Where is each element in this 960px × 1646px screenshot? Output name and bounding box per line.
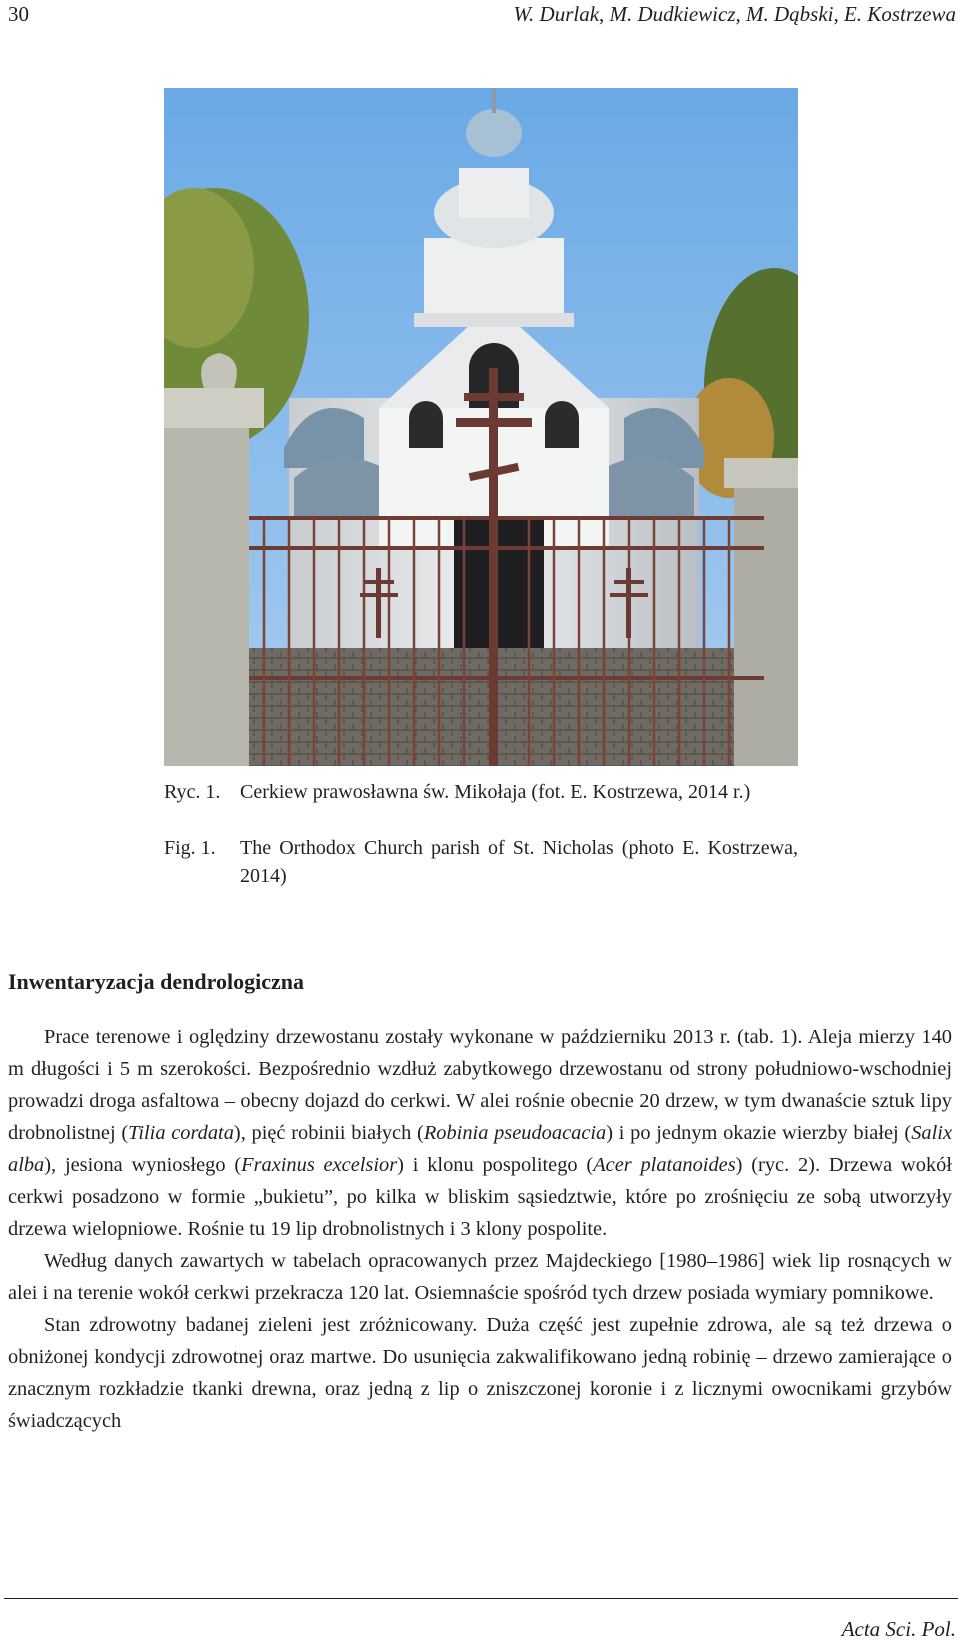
- caption-label: Ryc. 1.: [164, 781, 221, 803]
- caption-text: Cerkiew prawosławna św. Mikołaja (fot. E. Kostrzewa, 2014 r.): [240, 781, 751, 803]
- page-number: 30: [8, 2, 29, 26]
- species-name: Salix alba: [8, 1122, 952, 1176]
- text-run: ), pięć robinii białych (: [233, 1122, 424, 1144]
- species-name: Tilia cordata: [128, 1122, 234, 1144]
- caption-text: The Orthodox Church parish of St. Nicholas (photo E. Kostrzewa, 2014): [240, 837, 798, 887]
- journal-name: Acta Sci. Pol.: [841, 1617, 956, 1641]
- running-head-authors: W. Durlak, M. Dudkiewicz, M. Dąbski, E. Kostrzewa: [513, 2, 956, 26]
- species-name: Robinia pseudoacacia: [423, 1122, 607, 1144]
- text-run: Według danych zawartych w tabelach opracowanych przez Majdeckiego [1980–1986] wiek lip rosnących w alei i na terenie wokół cerkwi przekracza 120 lat. Osiemnaście spośród tych drzew posiada wymiary pomnikowe.: [8, 1250, 952, 1304]
- body-text: [8, 1021, 952, 1437]
- text-run: ) (ryc. 2). Drzewa wokół cerkwi posadzono w formie „bukietu”, po kilka w bliskim sąsiedztwie, które po zrośnięciu ze sobą utworzyły drzewa wielopniowe. Rośnie tu 19 lip drobnolistnych i 3 klony pospolite.: [8, 1154, 953, 1240]
- text-run: ) i klonu pospolitego (: [397, 1154, 594, 1176]
- species-name: Fraxinus excelsior: [241, 1154, 398, 1176]
- text-run: ), jesiona wyniosłego (: [44, 1154, 242, 1176]
- text-run: Stan zdrowotny badanej zieleni jest zróżnicowany. Duża część jest zupełnie zdrowa, ale są też drzewa o obniżonej kondycji zdrowotnej oraz martwe. Do usunięcia zakwalifikowano jedną robinię – drzewo zamierające o znacznym rozkładzie tkanki drewna, oraz jedną z lip o zniszczonej koronie i z licznymi owocnikami grzybów świadczących: [8, 1314, 952, 1432]
- text-run: ) i po jednym okazie wierzby białej (: [606, 1122, 912, 1144]
- figure-caption-english: [164, 834, 798, 890]
- species-name: Acer platanoides: [593, 1154, 736, 1176]
- church-photo-illustration: [164, 88, 798, 766]
- church-photo: [164, 88, 798, 766]
- figure-caption-polish: [164, 778, 798, 806]
- text-run: Prace terenowe i oględziny drzewostanu zostały wykonane w październiku 2013 r. (tab. 1). Aleja mierzy 140 m długości i 5 m szerokości. Bezpośrednio wzdłuż zabytkowego drzewostanu od strony południowo-wschodniej prowadzi droga asfaltowa – obecny dojazd do cerkwi. W alei rośnie obecnie 20 drzew, w tym dwanaście sztuk lipy drobnolistnej (: [8, 1026, 952, 1144]
- footer-divider: [4, 1598, 958, 1599]
- caption-label: Fig. 1.: [164, 837, 216, 859]
- paragraph: [8, 1309, 952, 1437]
- paragraph: [8, 1021, 952, 1245]
- section-heading: Inwentaryzacja dendrologiczna: [8, 969, 304, 994]
- paragraph: [8, 1245, 952, 1309]
